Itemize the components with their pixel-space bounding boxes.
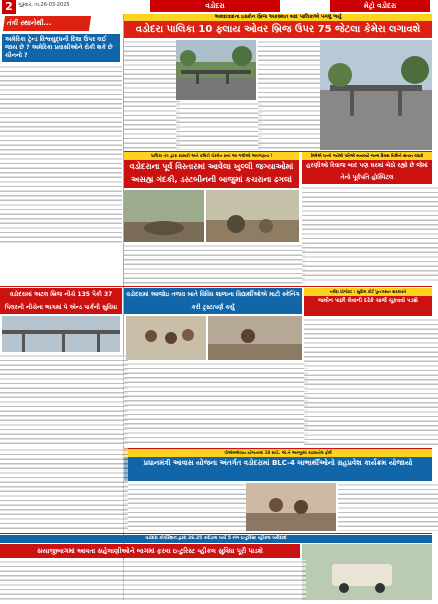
kicker-strip: અમદાવાદના ઇસ્કોન બ્રિજ અકસ્માત બાદ પાલિકાએ પગલું ભર્યું: [124, 14, 432, 21]
ride-headline: હરણીઓ રિવાજ બાદ પણ ઘરમાં બેઠો રહ્યો છે જેમાં તેનો પૂર્વપતિ હોસ્પિટલ: [302, 160, 432, 184]
page-number: 2: [2, 0, 16, 14]
lead-story-body-1: [124, 40, 180, 150]
narmada-body: [304, 318, 438, 446]
atal-bridge-photo-svg: [2, 316, 120, 352]
school-photo-1-svg: [126, 316, 206, 360]
section-metro: મેટ્રો વડોદરા: [330, 0, 430, 12]
page-header: [0, 0, 432, 14]
garbage-photo: [124, 190, 204, 242]
section-city: વડોદરા: [150, 0, 280, 12]
school-photo-2-svg: [208, 316, 302, 360]
section-divider-4: [0, 533, 432, 534]
left-bottom-body: [0, 448, 128, 532]
atal-bridge-photo: [2, 316, 120, 352]
flyover-photo: [320, 40, 432, 150]
editorial-headline: અમેરિકા ટ્રેન્ડ વિશ્વયુદ્ધની દિશા ઉપર લઈ જાય છે ? અમેરિકા પ્રવાસીઓને રોકી શકે છે ચીનનો ?: [2, 34, 120, 62]
ride-kicker: રેલ્વેએ પત્ની ગયેલી પતિએ બનાવ્યો જન્મ દિવસ નિમિત્તે સંતાન વધારી: [302, 152, 432, 160]
lead-story-body-3: [258, 40, 324, 150]
pm-body-1: [124, 483, 250, 531]
pm-body-2: [338, 483, 438, 531]
editorial-body: [0, 65, 122, 245]
east-area-body: [124, 244, 305, 284]
pm-kicker: પીએમએવાય યોજનામાં 18 સપ્ટે. એ.ને અરજીમાં કઢાવાયેલ ફોર્મ: [124, 449, 432, 457]
bottom-kicker: વડોદરા કોર્પોરેશન દ્વારા 26.25 કરોડના ખર્ચે 5 નંગ ઇ-ટુરિસ્ટ વ્હીકલ ખરીદાશે: [0, 535, 432, 543]
editorial-column: [0, 14, 122, 234]
east-area-headline: વડોદરાના પૂર્વ વિસ્તારમાં આવેલા ખુલ્લી જગ્યાઓમાં અસહ્ય ગંદકી, ડસ્ટબીનની બાજુમાં કચરાના ઢગલાં: [124, 160, 299, 188]
pm-photo-svg: [246, 483, 336, 531]
bottom-body: [0, 560, 306, 600]
page-date: ગુરૂવાર, તા.26-03-2025: [18, 2, 70, 8]
pm-headline: પ્રધાનમંત્રી આવાસ યોજના અંતર્ગત વડોદરામાં BLC-4 લાભાર્થીઓનો ગ્રહપ્રવેશ કાર્યક્રમ યોજાયો: [124, 457, 432, 481]
east-area-kicker: પાલિકા તંત્ર દ્વારા શાસકો અને કમિટી ચેરમેન છતાં આ ગલીઓ અવગણના !: [124, 152, 299, 160]
school-body: [124, 362, 308, 446]
bottom-headline: સયાજીબાગમાં આવતા સહેલાણીઓને બાગમાં ફરવા ઇ-ટુરિસ્ટ વ્હીકલ સુવિધા પૂરી પાડશે: [0, 544, 300, 558]
waste-pile-photo: [206, 190, 299, 242]
narmada-kicker: નર્મદા પ્રોજેક્ટ : સુપ્રિમ કોર્ટ પુનઃવસન સરકારને: [304, 288, 432, 296]
ride-body: [302, 186, 438, 284]
main-headline: વડોદરા પાલિકા 10 ફ્લાય ઓવર બ્રિજ ઉપર 75 જેટલા કેમેરા લગાવશે: [124, 21, 432, 38]
section-divider-2: [0, 286, 432, 287]
flyover-photo-svg: [320, 40, 432, 150]
e-vehicle-photo-svg: [302, 544, 432, 600]
atal-bridge-body: [0, 354, 128, 446]
pm-photo: [246, 483, 336, 531]
editorial-banner: તંત્રી સ્થાનેથી...: [3, 16, 91, 31]
garbage-photo-svg: [124, 190, 204, 242]
school-photo-1: [126, 316, 206, 360]
atal-bridge-headline: વડોદરામાં અટલ બ્રિજ નીચે 135 પૈકી 37 પિલરની નીચેના ભાગમાં પે એન્ડ પાર્કની સુવિધા: [0, 288, 122, 314]
bridge-photo-svg: [176, 40, 256, 100]
school-headline: વડોદરામાં આજોઇ તળાવ ખાતે વિવિધ શાળાના વિદ્યાર્થીઓએ માટી સ્કેનિંગ કરી ટ્રસ્ટાપર્ણ કર્યું: [124, 288, 302, 314]
school-photo-2: [208, 316, 302, 360]
lead-story-body-2: [176, 102, 262, 150]
waste-pile-photo-svg: [206, 190, 299, 242]
e-vehicle-photo: [302, 544, 432, 600]
narmada-headline: જમીન પાછી લેવાની દરેકે ચાર્જ ચૂકવવો પડશે: [304, 296, 432, 316]
bridge-photo: [176, 40, 256, 100]
